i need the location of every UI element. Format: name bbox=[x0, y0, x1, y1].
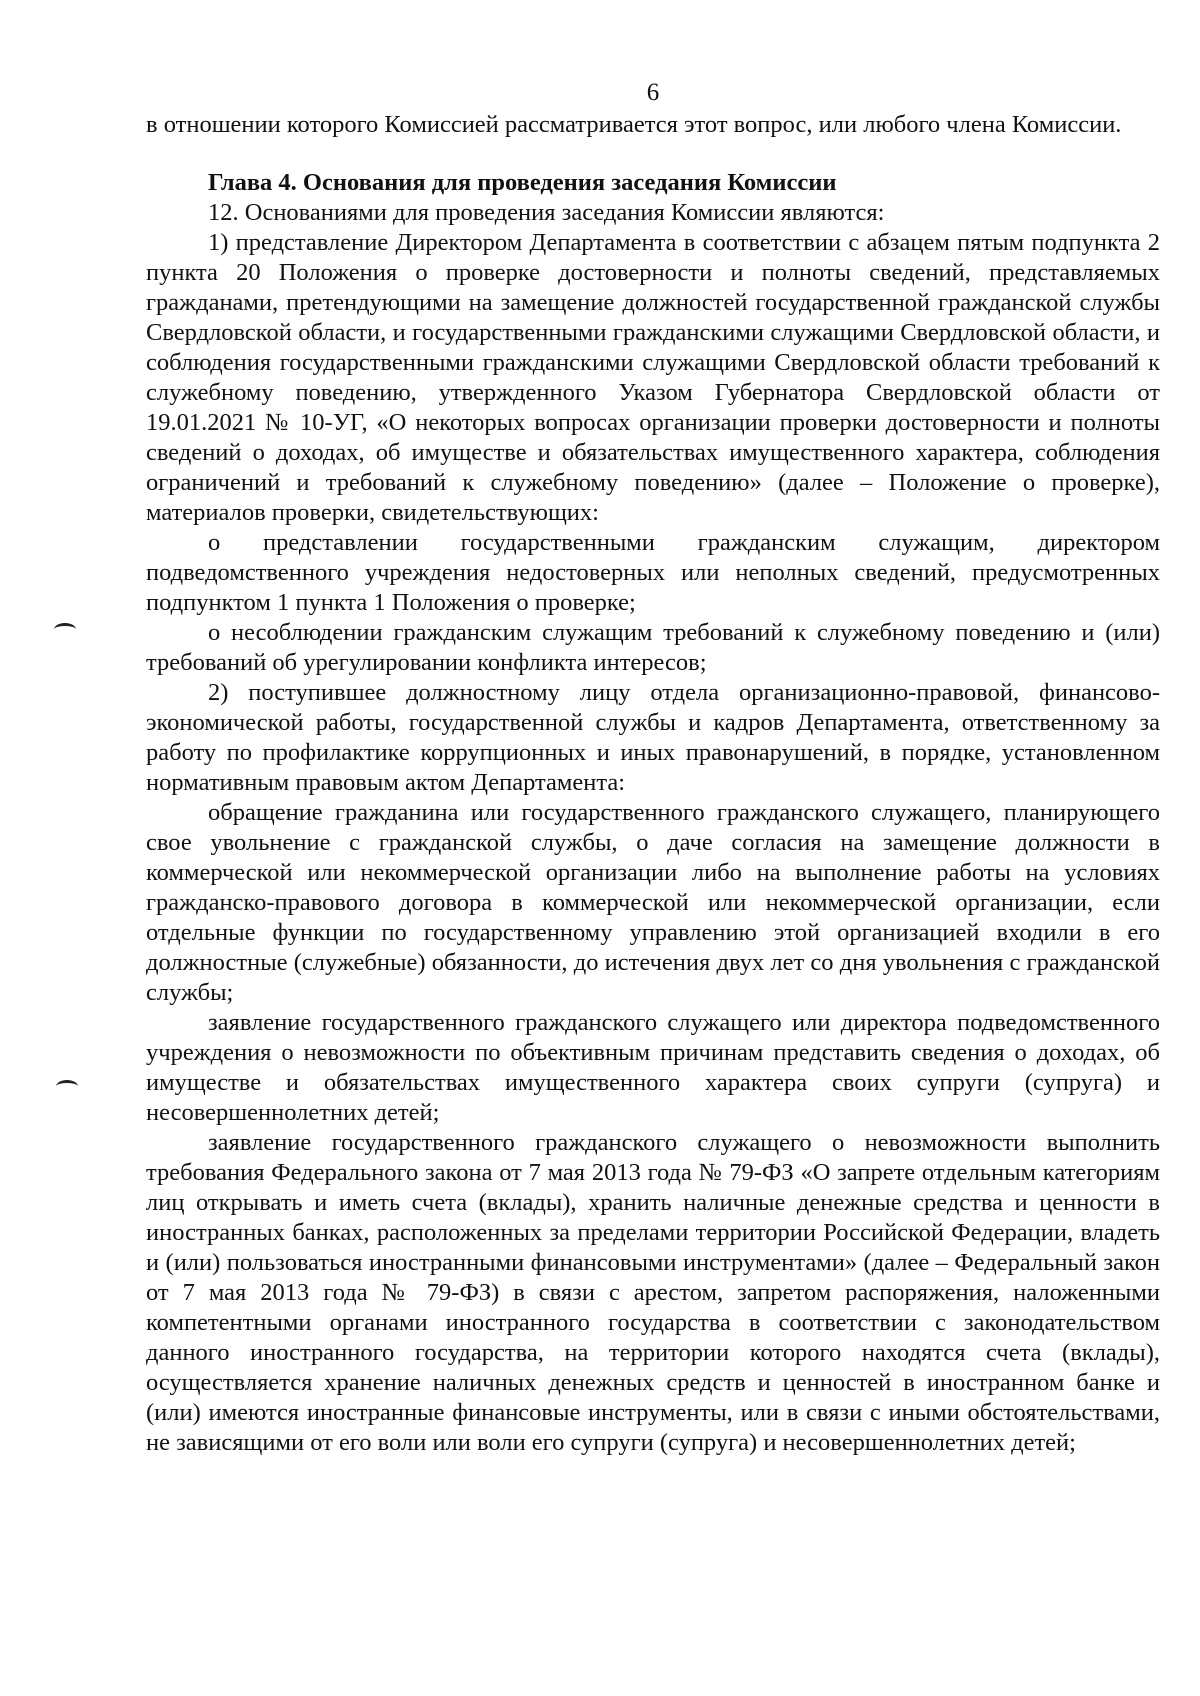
document-page bbox=[146, 78, 1160, 1458]
paragraph-subitem-1: 1) представление Директором Департамента в соответствии с абзацем пятым подпункта 2 пункта 20 Положения о проверке достоверности и полноты сведений, представляемых гражданами, претендующими на замещение должностей государственной гражданской службы Свердловской области, и государственными гражданскими служащими Свердловской области, и соблюдения государственными гражданскими служащими Свердловской области требований к служебному поведению, утвержденного Указом Губернатора Свердловской области от 19.01.2021 № 10-УГ, «О некоторых вопросах организации проверки достоверности и полноты сведений о доходах, об имуществе и обязательствах имущественного характера, соблюдения ограничений и требований к служебному поведению» (далее – Положение о проверке), материалов проверки, свидетельствующих: bbox=[146, 229, 1160, 526]
paragraph-bullet-noncompliance: о несоблюдении гражданским служащим требований к служебному поведению и (или) требований об урегулировании конфликта интересов; bbox=[146, 619, 1160, 676]
paragraph-appeal: обращение гражданина или государственного гражданского служащего, планирующего свое увольнение с гражданской службы, о даче согласия на замещение должности в коммерческой или некоммерческой организации либо на выполнение работы на условиях гражданско-правового договора в коммерческой или некоммерческой организации, если отдельные функции по государственному управлению этой организацией входили в его должностные (служебные) обязанности, до истечения двух лет со дня увольнения с гражданской службы; bbox=[146, 799, 1160, 1006]
margin-bracket-mark bbox=[56, 1080, 78, 1093]
page-number: 6 bbox=[646, 79, 660, 106]
paragraph-subitem-2: 2) поступившее должностному лицу отдела организационно-правовой, финансово-экономической работы, государственной службы и кадров Департамента, ответственному за работу по профилактике коррупционных и иных правонарушений, в порядке, установленном нормативным правовым актом Департамента: bbox=[146, 679, 1160, 796]
margin-bracket-mark bbox=[54, 623, 76, 636]
paragraph-continuation: в отношении которого Комиссией рассматривается этот вопрос, или любого члена Комиссии. bbox=[146, 111, 1122, 138]
paragraph-bullet-unreliable-info: о представлении государственными гражданским служащим, директором подведомственного учреждения недостоверных или неполных сведений, предусмотренных подпунктом 1 пункта 1 Положения о проверке; bbox=[146, 529, 1160, 616]
paragraph-statement-foreign-accounts: заявление государственного гражданского служащего о невозможности выполнить требования Федерального закона от 7 мая 2013 года № 79-ФЗ «О запрете отдельным категориям лиц открывать и иметь счета (вклады), хранить наличные денежные средства и ценности в иностранных банках, расположенных за пределами территории Российской Федерации, владеть и (или) пользоваться иностранными финансовыми инструментами» (далее – Федеральный закон от 7 мая 2013 года № 79-ФЗ) в связи с арестом, запретом распоряжения, наложенными компетентными органами иностранного государства в соответствии с законодательством данного иностранного государства, на территории которого находятся счета (вклады), осуществляется хранение наличных денежных средств и ценностей в иностранном банке и (или) имеются иностранные финансовые инструменты, или в связи с иными обстоятельствами, не зависящими от его воли или воли его супруги (супруга) и несовершеннолетних детей; bbox=[146, 1129, 1160, 1456]
paragraph-statement-income: заявление государственного гражданского служащего или директора подведомственного учреждения о невозможности по объективным причинам представить сведения о доходах, об имуществе и обязательствах имущественного характера своих супруги (супруга) и несовершеннолетних детей; bbox=[146, 1009, 1160, 1126]
paragraph-item-12: 12. Основаниями для проведения заседания Комиссии являются: bbox=[208, 199, 885, 226]
chapter-heading: Глава 4. Основания для проведения заседания Комиссии bbox=[208, 169, 837, 196]
